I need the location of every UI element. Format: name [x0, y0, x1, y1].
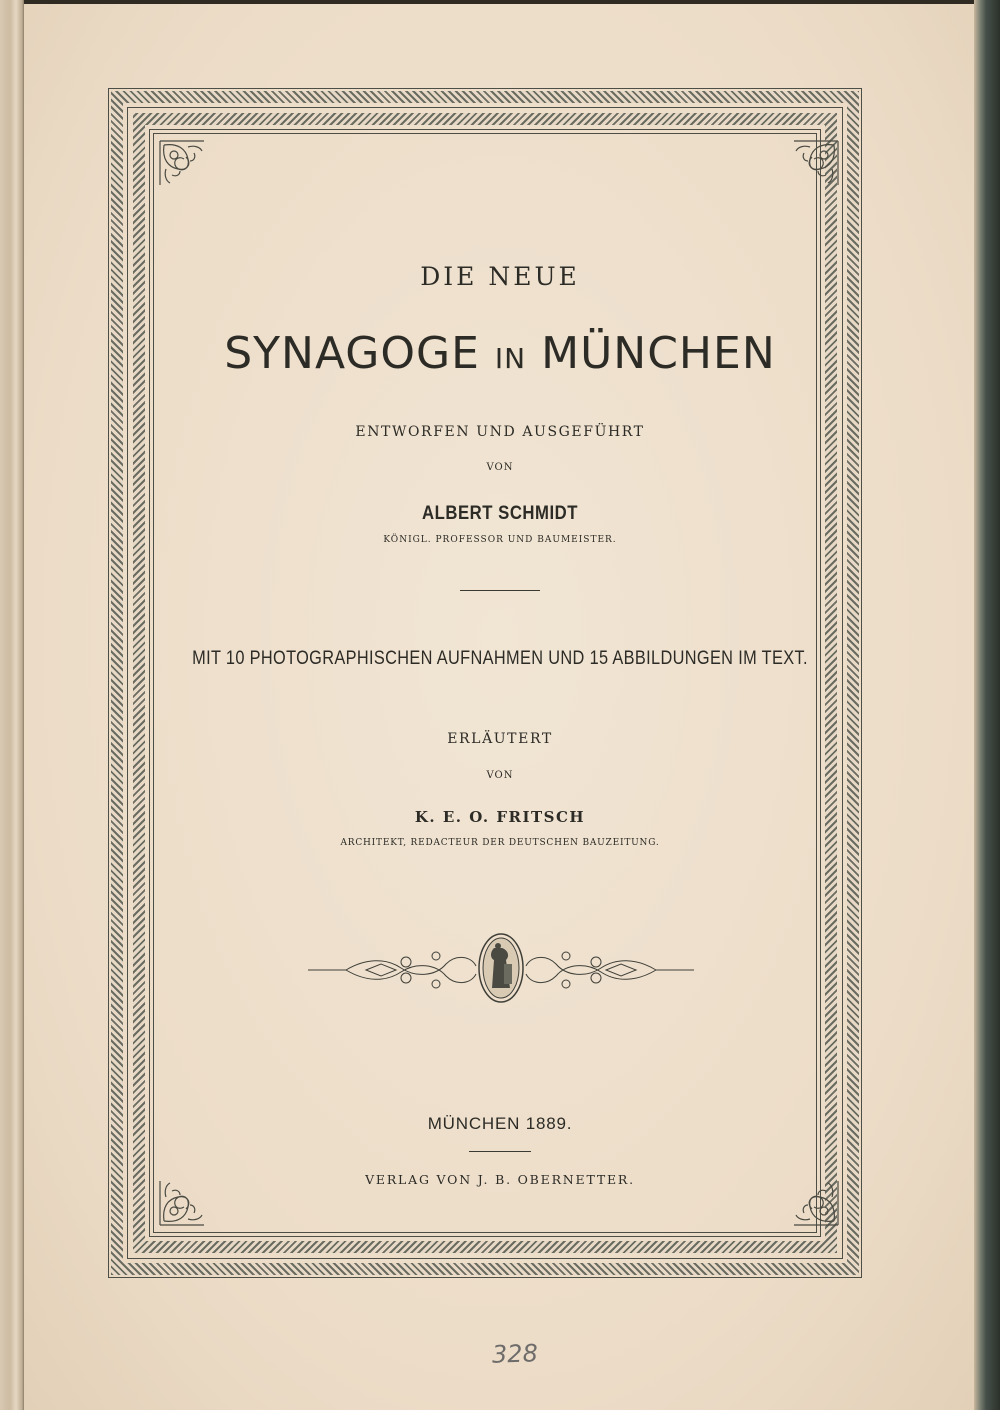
commentator-name: K. E. O. FRITSCH: [414, 808, 586, 826]
right-binding-edge: [974, 0, 1000, 1410]
pencil-annotation-number: 328: [491, 1339, 539, 1369]
designed-and-executed-line: ENTWORFEN UND AUSGEFÜHRT: [355, 424, 645, 440]
by-line-2: VON: [486, 770, 514, 781]
title-line-die-neue: DIE NEUE: [420, 262, 580, 291]
divider-rule-top: [460, 590, 540, 591]
publisher-vignette-ornament: [306, 928, 696, 1006]
publisher-line: VERLAG VON J. B. OBERNETTER.: [365, 1172, 635, 1187]
main-title-in: IN: [494, 342, 527, 375]
place-and-year: MÜNCHEN 1889.: [427, 1114, 573, 1133]
explained-line: ERLÄUTERT: [447, 731, 553, 747]
author-name: ALBERT SCHMIDT: [421, 503, 579, 524]
by-line-1: VON: [486, 462, 514, 473]
main-title: [0, 328, 1000, 379]
commentator-title: ARCHITEKT, REDACTEUR DER DEUTSCHEN BAUZEITUNG.: [340, 838, 660, 848]
left-binding-edge: [0, 0, 24, 1410]
corner-ornament-top-right: [792, 139, 840, 187]
illustrations-line: MIT 10 PHOTOGRAPHISCHEN AUFNAHMEN UND 15 ABBILDUNGEN IM TEXT.: [192, 648, 808, 669]
main-title-muenchen: MÜNCHEN: [541, 328, 776, 379]
divider-rule-bottom: [469, 1151, 531, 1152]
border-frame-innermost-line: [153, 133, 817, 1233]
author-title: KÖNIGL. PROFESSOR UND BAUMEISTER.: [383, 535, 617, 545]
corner-ornament-top-left: [158, 139, 206, 187]
main-title-synagoge: SYNAGOGE: [224, 328, 480, 379]
